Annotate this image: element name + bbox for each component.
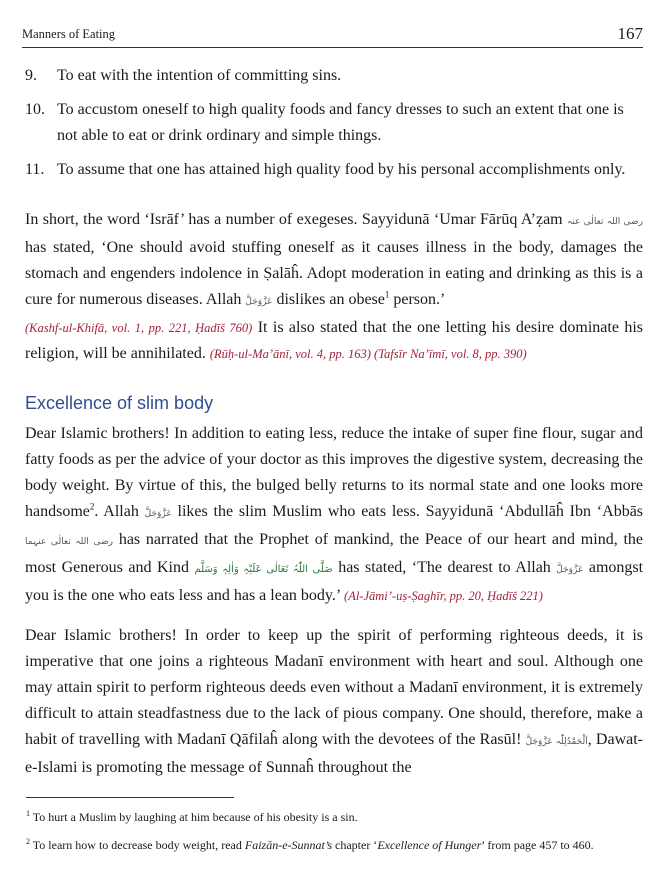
chapter-title: Excellence of Hunger [377, 838, 482, 852]
footnote-text: ’ from page 457 to 460. [481, 838, 594, 852]
page-number: 167 [617, 24, 643, 43]
footnote-text: chapter ‘ [332, 838, 378, 852]
footnote-marker: 2 [89, 501, 95, 512]
page-content [25, 63, 643, 781]
text-run: It is also stated that the one letting his desire dominate his religion, will be annihilated. [25, 319, 643, 362]
text-run: has narrated that the Prophet of mankind, the Peace of our heart and mind, the most Generous and Kind [25, 531, 644, 576]
footnote-number: 1 [26, 809, 30, 818]
footnote-text: To learn how to decrease body weight, read [32, 838, 245, 852]
arabic-phrase: اَلْحَمْدُلِلّٰہ عَزَّوَجَلَّ [525, 737, 588, 747]
book-title: Faizān-e-Sunnat’s [244, 838, 332, 852]
list-number: 11. [25, 161, 45, 178]
text-run: In short, the word ‘Isrāf’ has a number of exegeses. Sayyidunā ‘Umar Fārūq A’ẓam [25, 211, 563, 228]
paragraph-slim-body [25, 421, 643, 609]
list-item [25, 157, 643, 183]
paragraph-israf [25, 207, 643, 367]
text-run: . Allah [94, 503, 139, 520]
page-header [22, 24, 643, 44]
text-run: amongst you is the one who eats less and has a lean body.’ [25, 559, 644, 604]
list-number: 10. [25, 101, 45, 118]
list-text: To assume that one has attained high quality food by his personal accomplishments only. [57, 161, 626, 178]
list-item [25, 63, 643, 89]
list-number: 9. [25, 67, 37, 84]
arabic-honorific: رضی اللہ تعالٰی عنہ [567, 217, 644, 227]
footnote-rule [26, 797, 234, 798]
arabic-honorific: رضی اللہ تعالٰی عنہما [25, 537, 114, 547]
reference: (Kashf-ul-Khifā, vol. 1, pp. 221, Ḥadīš 760) [25, 321, 253, 335]
footnote [26, 809, 643, 825]
text-run: person.’ [393, 291, 446, 308]
section-heading: Excellence of slim body [25, 393, 214, 413]
footnote-number: 2 [26, 837, 30, 846]
footnotes [26, 809, 643, 865]
text-run: , Dawat-e-Islami is promoting the message of Sunnaĥ throughout the [25, 731, 643, 776]
text-run: likes the slim Muslim who eats less. Sayyidunā ‘Abdullāĥ Ibn ‘Abbās [177, 503, 644, 520]
footnote-marker: 1 [384, 289, 390, 300]
text-run: has stated, ‘The dearest to Allah [338, 559, 551, 576]
arabic-honorific: عَزَّوَجَلَّ [556, 565, 584, 575]
reference: (Rūḥ-ul-Ma’ānī, vol. 4, pp. 163) (Tafsīr Na’īmī, vol. 8, pp. 390) [209, 347, 527, 361]
list-text: To eat with the intention of committing sins. [57, 67, 342, 84]
reference: (Al-Jāmi’-uṣ-Ṣaghīr, pp. 20, Ḥadīš 221) [344, 589, 543, 603]
arabic-honorific: عَزَّوَجَلَّ [245, 297, 273, 307]
header-rule [22, 47, 643, 48]
text-run: Dear Islamic brothers! In order to keep up the spirit of performing righteous deeds, it is imperative that one joins a righteous Madanī environment with heart and soul. Although one may attain spirit to perform righteous deeds even without a Madanī environment, it is extremely difficult to attain steadfastness due to the lack of pious company. One should, therefore, make a habit of travelling with Madanī Qāfilaĥ along with the devotees of the Rasūl! [25, 627, 643, 748]
text-run: has stated, ‘One should avoid stuffing oneself as it causes illness in the body, damages the stomach and engenders indolence in Ṣalāĥ. Adopt moderation in eating and drinking as this is a cure for numerous diseases. Allah [25, 239, 643, 308]
list-text: To accustom oneself to high quality foods and fancy dresses to such an extent that one is not able to eat or drink ordinary and simple things. [57, 101, 624, 144]
text-run: Dear Islamic brothers! In addition to eating less, reduce the intake of super fine flour, sugar and fatty foods as per the advice of your doctor as this improves the digestive system, decreasing the body weight. By virtue of this, the bulged belly returns to its normal state and one looks more handsome [25, 425, 643, 520]
paragraph-madani [25, 623, 643, 781]
arabic-honorific: عَزَّوَجَلَّ [144, 509, 172, 519]
text-run: dislikes an obese [276, 291, 385, 308]
footnote-text: To hurt a Muslim by laughing at him because of his obesity is a sin. [32, 810, 358, 824]
footnote [26, 837, 643, 853]
arabic-salutation: صَلَّی اللّٰہُ تَعَالٰی عَلَیْہِ وَاٰلِہٖ وَسَلَّم [194, 564, 333, 575]
list-item [25, 97, 643, 149]
running-title: Manners of Eating [22, 27, 116, 41]
